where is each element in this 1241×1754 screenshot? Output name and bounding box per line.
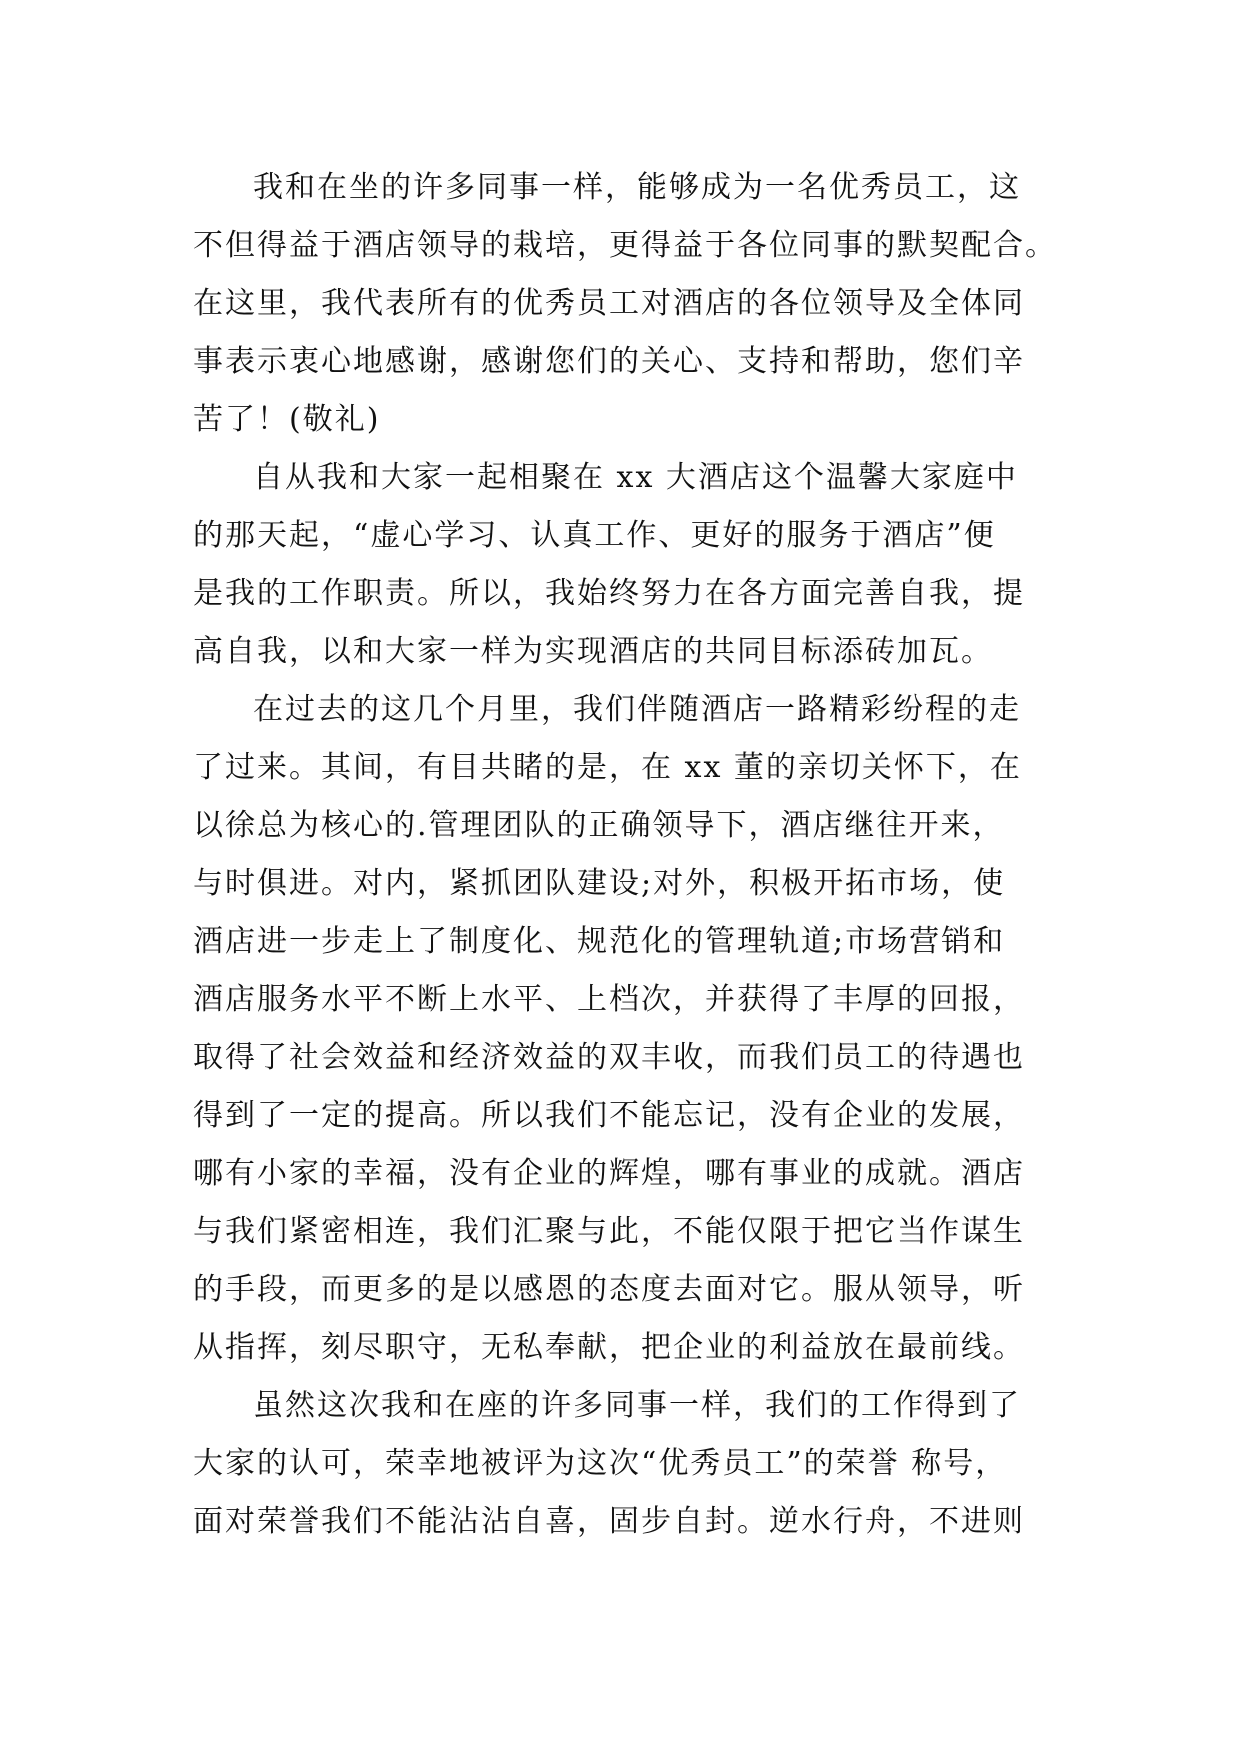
text-line: 与时俱进。对内，紧抓团队建设;对外，积极开拓市场，使: [193, 866, 1006, 901]
text-line: 自从我和大家一起相聚在 xx 大酒店这个温馨大家庭中: [253, 460, 1018, 495]
text-line: 苦了！(敬礼): [193, 402, 381, 437]
text-line: 得到了一定的提高。所以我们不能忘记，没有企业的发展，: [193, 1098, 1025, 1133]
text-line: 的那天起，“虚心学习、认真工作、更好的服务于酒店”便: [193, 518, 996, 553]
text-line: 高自我，以和大家一样为实现酒店的共同目标添砖加瓦。: [193, 634, 993, 669]
text-line: 是我的工作职责。所以，我始终努力在各方面完善自我，提: [193, 576, 1025, 611]
text-line: 酒店进一步走上了制度化、规范化的管理轨道;市场营销和: [193, 924, 1006, 959]
text-line: 与我们紧密相连，我们汇聚与此，不能仅限于把它当作谋生: [193, 1214, 1025, 1249]
text-line: 面对荣誉我们不能沾沾自喜，固步自封。逆水行舟，不进则: [193, 1504, 1025, 1539]
text-line: 取得了社会效益和经济效益的双丰收，而我们员工的待遇也: [193, 1040, 1025, 1075]
text-line: 大家的认可，荣幸地被评为这次“优秀员工”的荣誉 称号，: [193, 1446, 1008, 1481]
document-body: [193, 159, 1073, 1551]
text-line: 哪有小家的幸福，没有企业的辉煌，哪有事业的成就。酒店: [193, 1156, 1025, 1191]
text-line: 从指挥，刻尽职守，无私奉献，把企业的利益放在最前线。: [193, 1330, 1025, 1365]
text-line: 在过去的这几个月里，我们伴随酒店一路精彩纷程的走: [253, 692, 1021, 727]
text-line: 了过来。其间，有目共睹的是，在 xx 董的亲切关怀下，在: [193, 750, 1022, 785]
text-line: 不但得益于酒店领导的栽培，更得益于各位同事的默契配合。: [193, 228, 1057, 263]
text-line: 事表示衷心地感谢，感谢您们的关心、支持和帮助，您们辛: [193, 344, 1025, 379]
text-line: 的手段，而更多的是以感恩的态度去面对它。服从领导，听: [193, 1272, 1025, 1307]
text-line: 在这里，我代表所有的优秀员工对酒店的各位领导及全体同: [193, 286, 1025, 321]
text-line: 酒店服务水平不断上水平、上档次，并获得了丰厚的回报，: [193, 982, 1025, 1017]
text-line: 虽然这次我和在座的许多同事一样，我们的工作得到了: [253, 1388, 1021, 1423]
text-line: 以徐总为核心的.管理团队的正确领导下，酒店继往开来，: [193, 808, 1005, 843]
text-line: 我和在坐的许多同事一样，能够成为一名优秀员工，这: [253, 170, 1021, 205]
